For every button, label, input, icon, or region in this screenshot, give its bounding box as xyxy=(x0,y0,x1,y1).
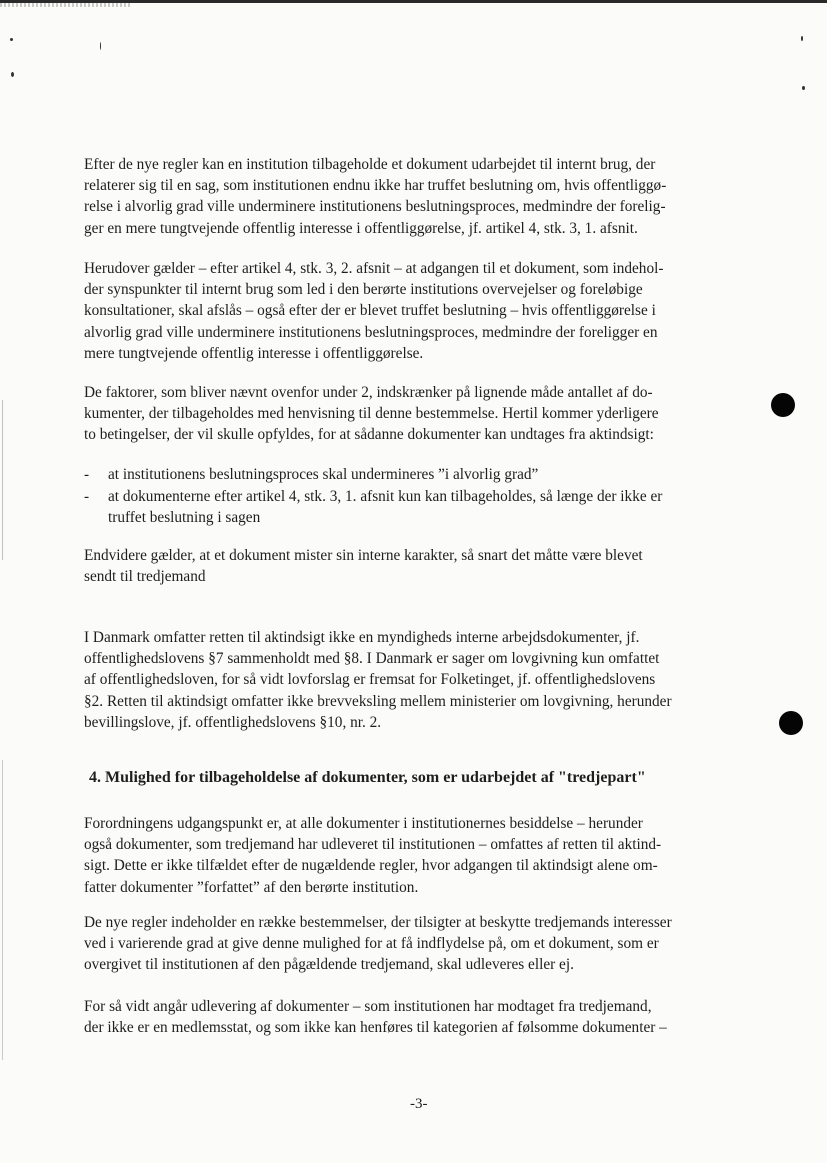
text-line: der ikke er en medlemsstat, og som ikke kan henføres til kategorien af følsomme dokumenter – xyxy=(84,1019,667,1037)
text-line: Efter de nye regler kan en institution tilbageholde et dokument udarbejdet til internt brug, der xyxy=(84,156,656,173)
text-line: overgivet til institutionen af den pågældende tredjemand, skal udleveres eller ej. xyxy=(84,956,574,974)
scan-edge-line xyxy=(2,400,3,560)
text-line: mere tungtvejende offentlig interesse i offentliggørelse. xyxy=(84,344,424,362)
paragraph-4 xyxy=(84,545,764,587)
scan-speck xyxy=(801,36,803,41)
page-number: -3- xyxy=(410,1096,428,1112)
text-line: truffet beslutning i sagen xyxy=(108,509,261,527)
scan-noise xyxy=(0,3,130,7)
text-line: at dokumenterne efter artikel 4, stk. 3, 1. afsnit kun kan tilbageholdes, så længe der ikke er xyxy=(108,488,663,505)
text-line: I Danmark omfatter retten til aktindsigt ikke en myndigheds interne arbejdsdokumenter, jf. xyxy=(84,629,640,646)
text-line: bevillingslove, jf. offentlighedslovens §10, nr. 2. xyxy=(84,713,382,731)
text-line: Herudover gælder – efter artikel 4, stk. 3, 2. afsnit – at adgangen til et dokument, som indehol- xyxy=(84,260,664,277)
paragraph-1 xyxy=(84,154,764,239)
text-line: konsultationer, skal afslås – også efter der er blevet truffet beslutning – hvis offentliggørelse i xyxy=(84,302,656,320)
text-line: der synspunkter til internt brug som led i den berørte institutions overvejelser og foreløbige xyxy=(84,281,643,299)
text-line: relaterer sig til en sag, som institutionen endnu ikke har truffet beslutning om, hvis offentliggø- xyxy=(84,177,667,195)
text-line: af offentlighedsloven, for så vidt lovforslag er fremsat for Folketinget, jf. offentlighedslovens xyxy=(84,671,656,689)
paragraph-5 xyxy=(84,627,764,733)
text-line: kumenter, der tilbageholdes med henvisning til denne bestemmelse. Hertil kommer yderligere xyxy=(84,405,659,423)
text-line: §2. Retten til aktindsigt omfatter ikke brevveksling mellem ministerier om lovgivning, herunder xyxy=(84,692,672,710)
paragraph-7 xyxy=(84,912,764,976)
text-line: De faktorer, som bliver nævnt ovenfor under 2, indskrænker på lignende måde antallet af do- xyxy=(84,384,653,401)
text-line: ved i varierende grad at give denne mulighed for at få indflydelse på, om et dokument, som er xyxy=(84,935,659,953)
punch-hole xyxy=(771,393,795,417)
section-heading: 4. Mulighed for tilbageholdelse af dokumenter, som er udarbejdet af "tredjepart" xyxy=(89,769,646,786)
scan-speck xyxy=(802,86,805,90)
scan-speck xyxy=(11,72,14,77)
text-line: relse i alvorlig grad ville underminere institutionens beslutningsproces, medmindre der forelig- xyxy=(84,198,666,216)
scan-edge-line xyxy=(2,760,3,1060)
text-line: to betingelser, der vil skulle opfyldes, for at sådanne dokumenter kan undtages fra aktindsigt: xyxy=(84,426,654,444)
text-line: fatter dokumenter ”forfattet” af den berørte institution. xyxy=(84,878,419,896)
text-line: For så vidt angår udlevering af dokumenter – som institutionen har modtaget fra tredjemand, xyxy=(84,998,652,1015)
scan-speck xyxy=(10,38,13,41)
text-line: ger en mere tungtvejende offentlig interesse i offentliggørelse, jf. artikel 4, stk. 3, 1. afsnit. xyxy=(84,219,638,237)
text-line: De nye regler indeholder en række bestemmelser, der tilsigter at beskytte tredjemands interesser xyxy=(84,914,672,931)
list-dash: - xyxy=(84,466,90,483)
list-dash: - xyxy=(84,488,90,505)
text-line: alvorlig grad ville underminere institutionens beslutningsproces, medmindre der foreligger en xyxy=(84,323,658,341)
paragraph-8 xyxy=(84,996,764,1038)
text-line: at institutionens beslutningsproces skal undermineres ”i alvorlig grad” xyxy=(108,466,539,483)
paragraph-6 xyxy=(84,813,764,898)
scan-speck xyxy=(100,42,101,50)
text-line: Forordningens udgangspunkt er, at alle dokumenter i institutionernes besiddelse – herunder xyxy=(84,815,643,832)
text-line: Endvidere gælder, at et dokument mister sin interne karakter, så snart det måtte være blevet xyxy=(84,547,643,564)
punch-hole xyxy=(779,711,803,735)
paragraph-2 xyxy=(84,258,764,364)
paragraph-3 xyxy=(84,382,764,446)
text-line: offentlighedslovens §7 sammenholdt med §8. I Danmark er sager om lovgivning kun omfattet xyxy=(84,650,660,668)
text-line: også dokumenter, som tredjemand har udleveret til institutionen – omfattes af retten til aktind- xyxy=(84,836,662,854)
text-line: sigt. Dette er ikke tilfældet efter de nugældende regler, hvor adgangen til aktindsigt alene om- xyxy=(84,857,658,875)
text-line: sendt til tredjemand xyxy=(84,568,206,586)
